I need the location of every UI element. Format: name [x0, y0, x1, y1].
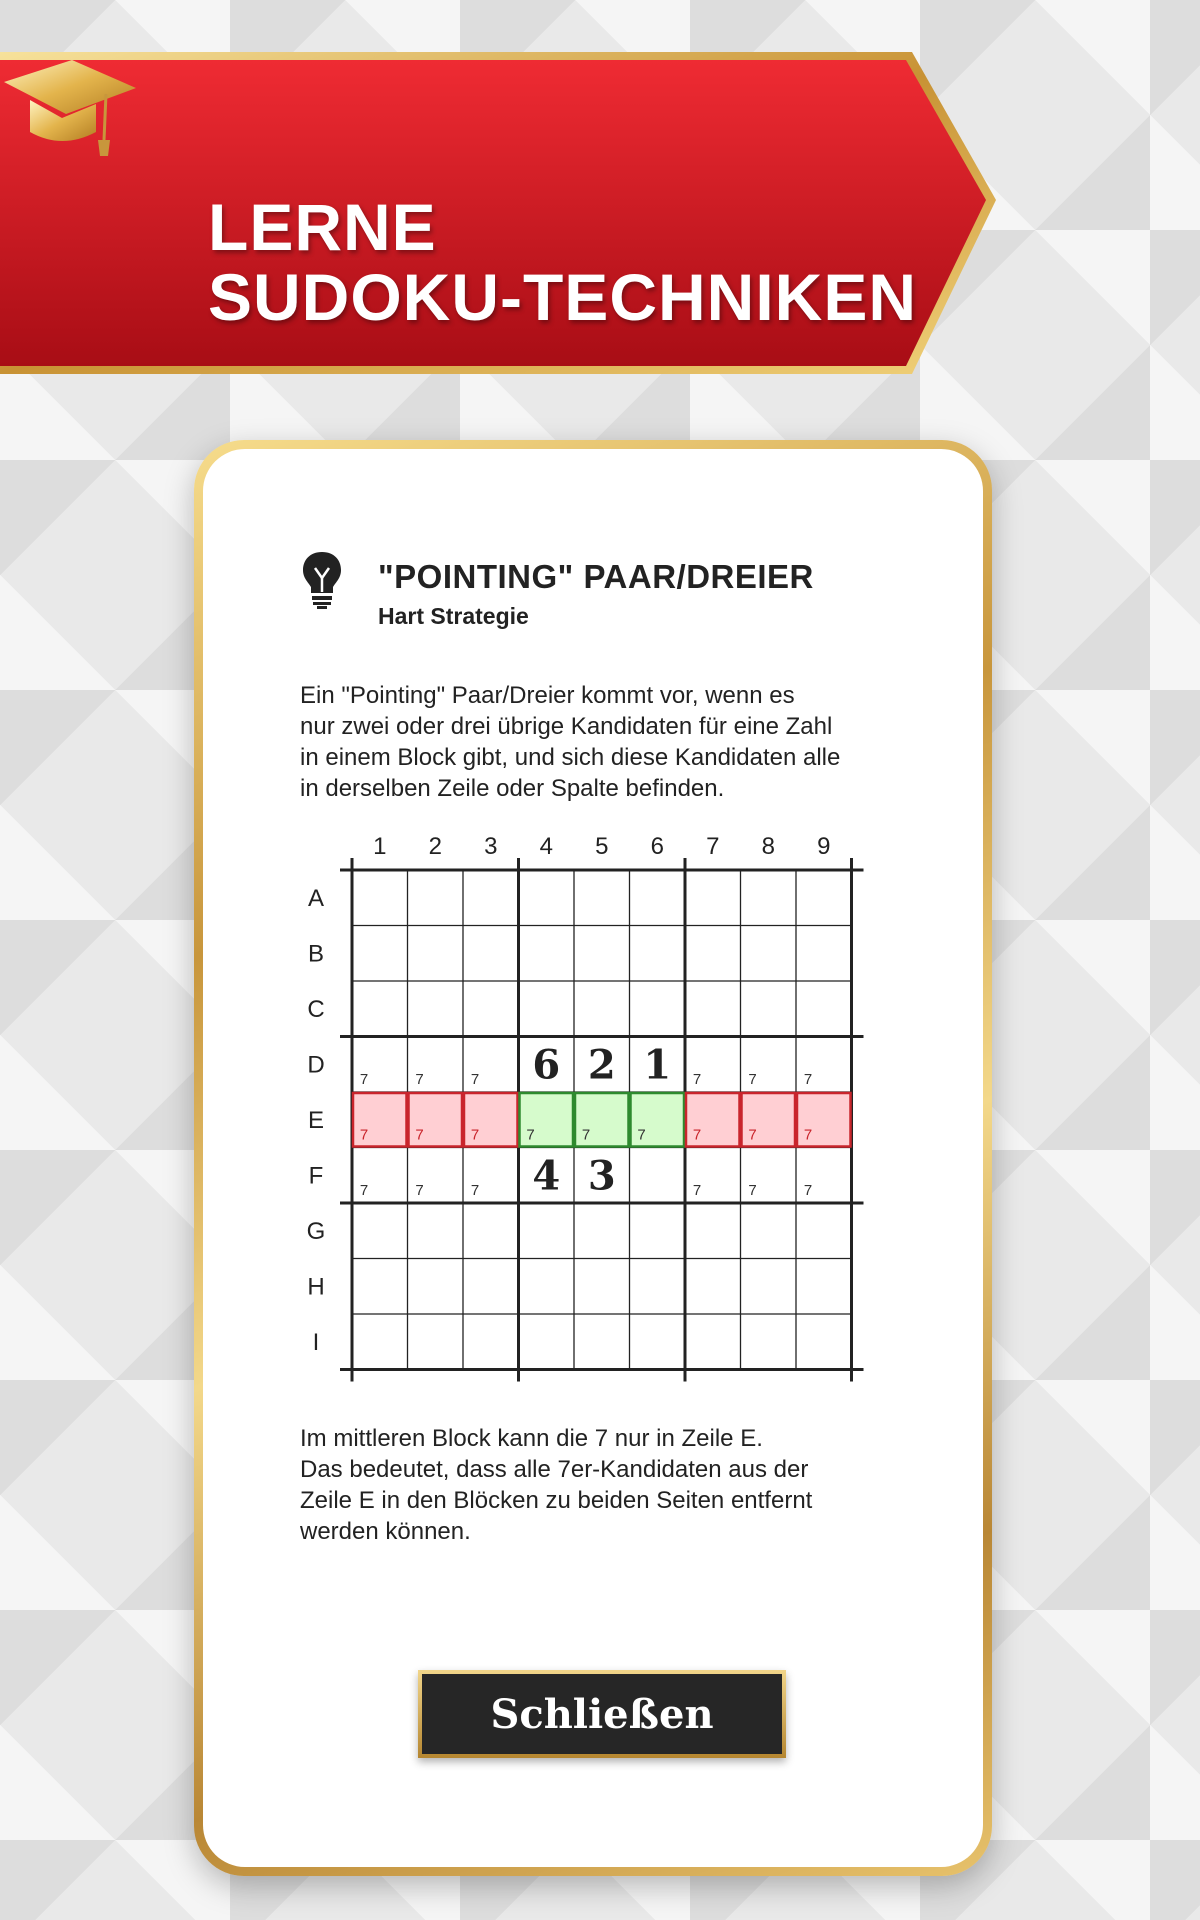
tip-intro-text [300, 680, 900, 804]
pointing-candidate-digit: 7 [581, 1126, 591, 1144]
given-digit: 6 [532, 1041, 561, 1089]
row-label: H [307, 1273, 325, 1301]
intro-line: in derselben Zeile oder Spalte befinden. [300, 775, 725, 802]
given-digit: 3 [587, 1152, 616, 1200]
column-label: 6 [650, 833, 664, 860]
explanation-line: Das bedeutet, dass alle 7er-Kandidaten aus der [300, 1456, 809, 1483]
candidate-digit: 7 [470, 1182, 480, 1199]
eliminated-candidate-digit: 7 [748, 1126, 757, 1144]
candidate-digit: 7 [692, 1182, 702, 1199]
close-button-label: Schließen [422, 1674, 782, 1754]
candidate-digit: 7 [359, 1071, 369, 1088]
column-label: 3 [484, 833, 498, 860]
row-label: D [307, 1051, 325, 1079]
candidate-digit: 7 [748, 1182, 757, 1199]
row-label: I [312, 1328, 320, 1356]
explanation-line: Im mittleren Block kann die 7 nur in Zeile E. [300, 1425, 763, 1452]
eliminated-candidate-digit: 7 [415, 1126, 424, 1144]
candidate-digit: 7 [415, 1182, 424, 1199]
banner-title-line-1: LERNE [208, 190, 437, 264]
column-label: 2 [428, 833, 442, 860]
column-label: 9 [817, 833, 831, 860]
eliminated-candidate-digit: 7 [803, 1126, 813, 1144]
lightbulb-icon [301, 550, 343, 610]
column-label: 7 [706, 833, 720, 860]
row-label: A [307, 884, 325, 912]
eliminated-candidate-digit: 7 [692, 1126, 702, 1144]
candidate-digit: 7 [692, 1071, 702, 1088]
eliminated-candidate-digit: 7 [359, 1126, 369, 1144]
sudoku-diagram [290, 826, 880, 1400]
given-digit: 1 [643, 1041, 672, 1089]
column-label: 5 [595, 833, 609, 860]
intro-line: Ein "Pointing" Paar/Dreier kommt vor, wenn es [300, 682, 795, 709]
given-digit: 2 [587, 1041, 616, 1089]
candidate-digit: 7 [748, 1071, 757, 1088]
sudoku-grid [290, 826, 880, 1396]
row-label: C [307, 995, 325, 1023]
graduation-cap-icon [0, 52, 140, 162]
candidate-digit: 7 [803, 1071, 813, 1088]
pointing-candidate-digit: 7 [637, 1126, 646, 1144]
header-banner [0, 52, 1000, 380]
candidate-digit: 7 [359, 1182, 369, 1199]
tip-explanation-text [300, 1423, 900, 1547]
explanation-line: werden können. [300, 1518, 471, 1545]
tip-difficulty: Hart Strategie [378, 603, 529, 629]
candidate-digit: 7 [415, 1071, 424, 1088]
row-label: G [306, 1217, 326, 1245]
close-button[interactable] [418, 1670, 786, 1758]
banner-title-line-2: SUDOKU-TECHNIKEN [208, 260, 917, 334]
candidate-digit: 7 [803, 1182, 813, 1199]
column-label: 1 [373, 833, 387, 860]
explanation-line: Zeile E in den Blöcken zu beiden Seiten entfernt [300, 1487, 813, 1514]
intro-line: in einem Block gibt, und sich diese Kandidaten alle [300, 744, 841, 771]
intro-line: nur zwei oder drei übrige Kandidaten für eine Zahl [300, 713, 833, 740]
pointing-candidate-digit: 7 [526, 1126, 535, 1144]
candidate-digit: 7 [470, 1071, 480, 1088]
tip-title: "POINTING" PAAR/DREIER [378, 558, 814, 595]
column-label: 4 [539, 833, 553, 860]
eliminated-candidate-digit: 7 [470, 1126, 480, 1144]
given-digit: 4 [532, 1152, 561, 1200]
row-label: B [307, 940, 325, 968]
banner-title [208, 192, 917, 332]
row-label: E [307, 1106, 325, 1134]
row-label: F [308, 1162, 324, 1190]
column-label: 8 [761, 833, 775, 860]
